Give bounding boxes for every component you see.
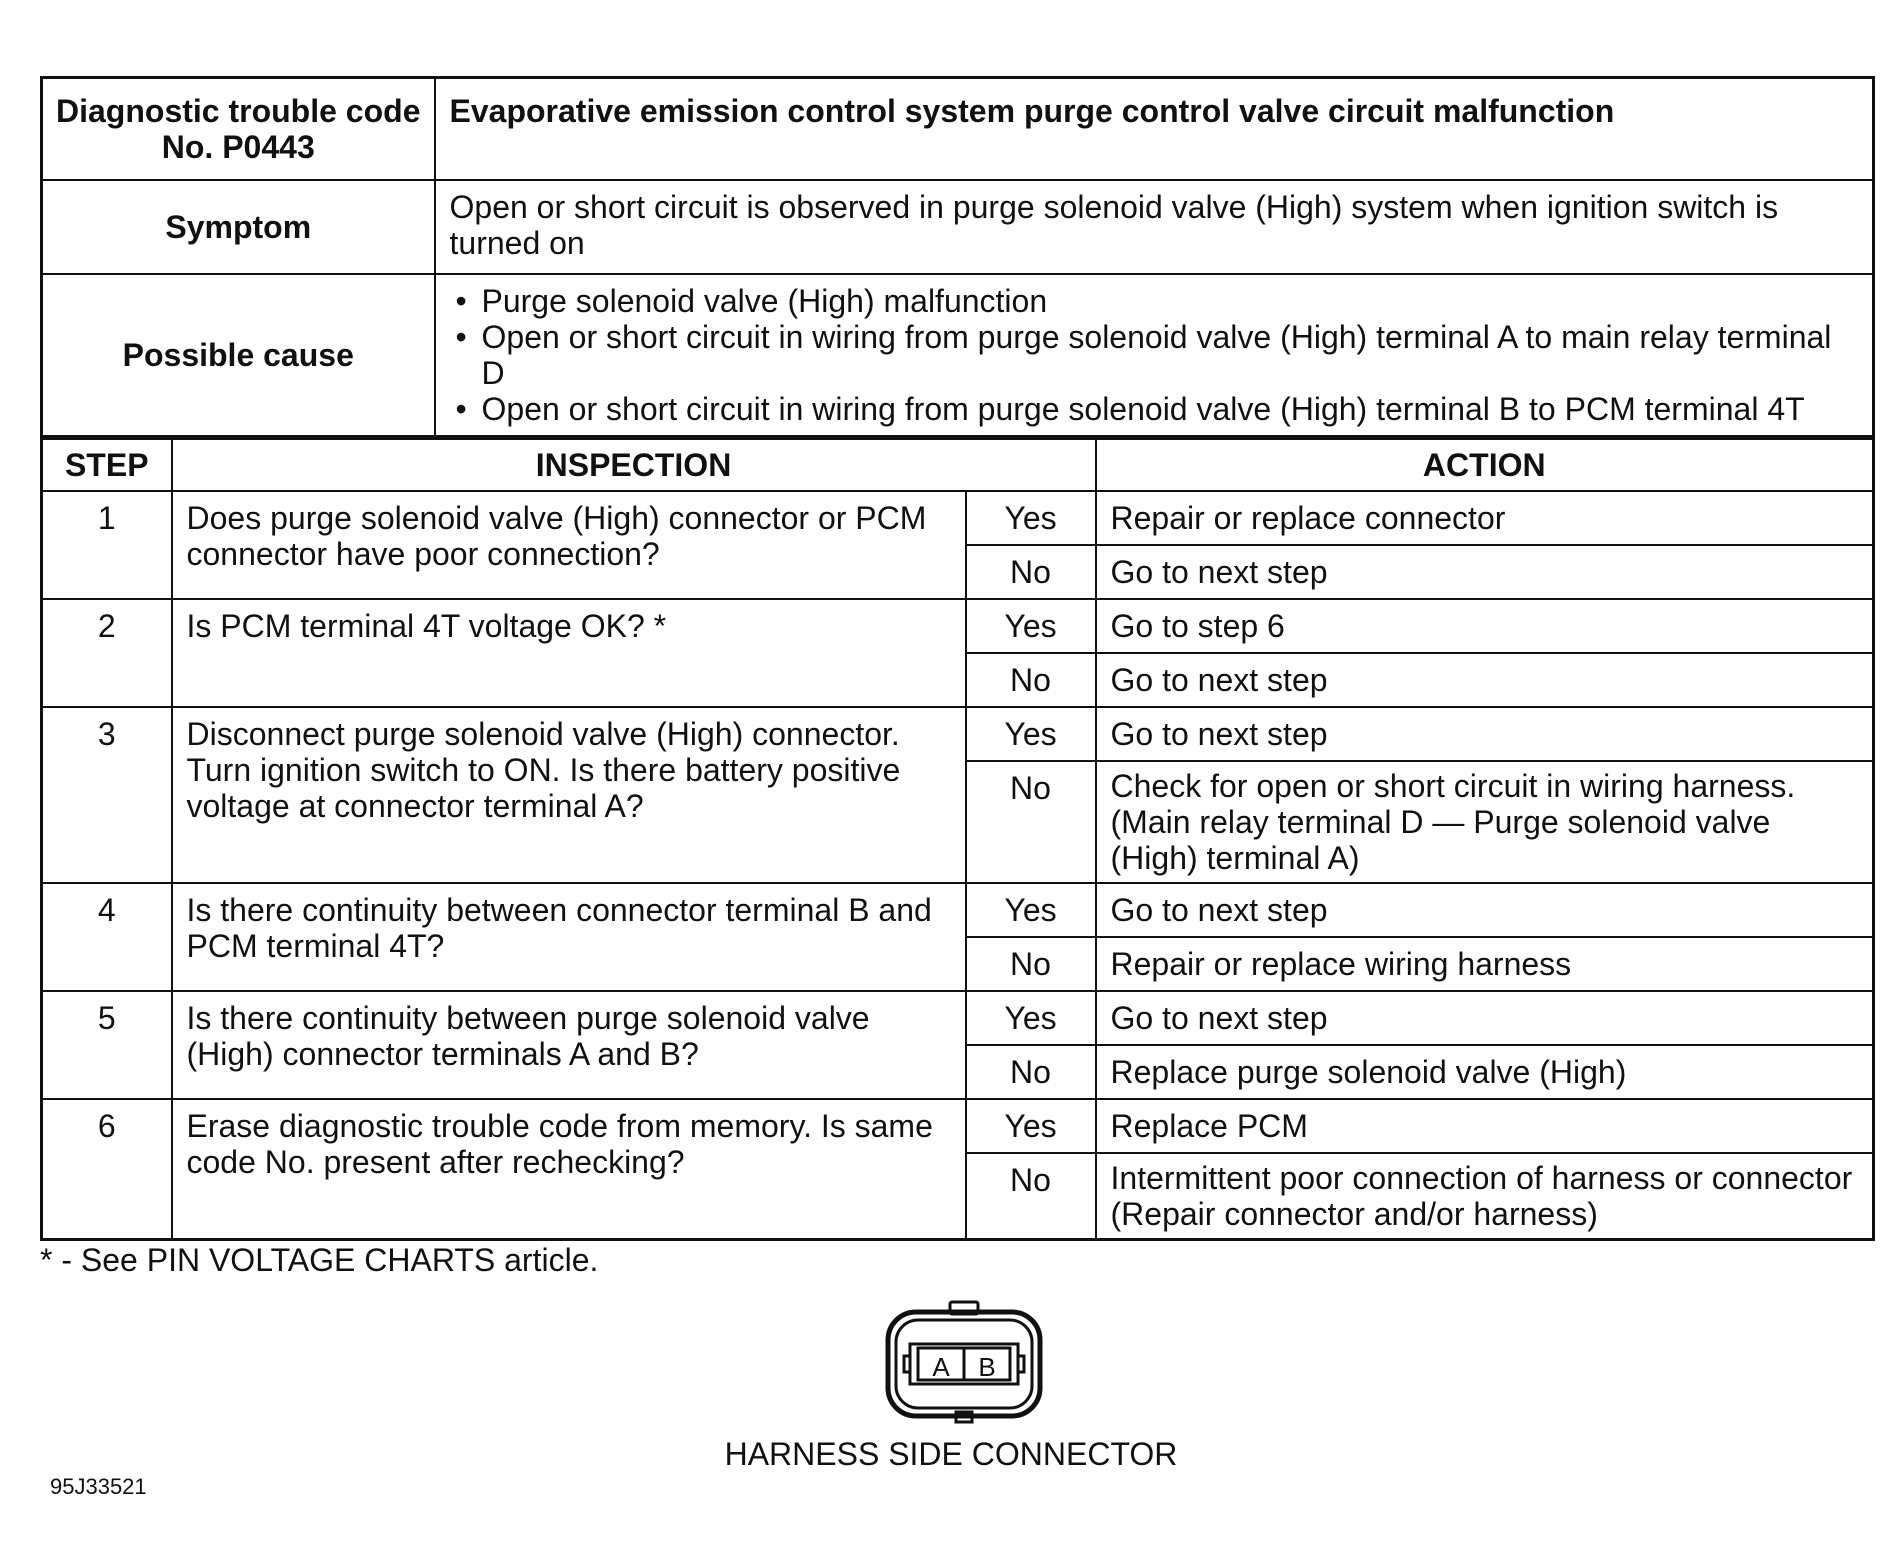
- step-number: 5: [42, 991, 172, 1099]
- step-row: [42, 991, 1874, 1045]
- pin-a-label: A: [932, 1352, 950, 1382]
- step-number: 6: [42, 1099, 172, 1240]
- inspection-column-header: INSPECTION: [172, 439, 1096, 491]
- dtc-title: Evaporative emission control system purge control valve circuit malfunction: [435, 78, 1874, 181]
- yes-label: Yes: [966, 883, 1096, 937]
- dtc-row: [42, 78, 1874, 181]
- yes-label: Yes: [966, 491, 1096, 545]
- no-action: Go to next step: [1096, 653, 1874, 707]
- step-row: [42, 599, 1874, 653]
- footnote: * - See PIN VOLTAGE CHARTS article.: [40, 1242, 599, 1278]
- step-row: [42, 707, 1874, 761]
- no-label: No: [966, 761, 1096, 883]
- column-header-row: [42, 439, 1874, 491]
- step-row: [42, 491, 1874, 545]
- dtc-header-table: [40, 76, 1875, 438]
- step-number: 3: [42, 707, 172, 883]
- cause-row: [42, 274, 1874, 437]
- step-inspection: Disconnect purge solenoid valve (High) connector. Turn ignition switch to ON. Is there battery positive voltage at connector terminal A?: [172, 707, 966, 883]
- yes-action: Go to next step: [1096, 707, 1874, 761]
- figure-id: 95J33521: [50, 1474, 147, 1499]
- step-row: [42, 1099, 1874, 1153]
- no-label: No: [966, 937, 1096, 991]
- connector-body: [888, 1302, 1040, 1422]
- symptom-text: Open or short circuit is observed in purge solenoid valve (High) system when ignition switch is turned on: [435, 180, 1874, 274]
- yes-action: Replace PCM: [1096, 1099, 1874, 1153]
- step-column-header: STEP: [42, 439, 172, 491]
- yes-action: Repair or replace connector: [1096, 491, 1874, 545]
- no-label: No: [966, 545, 1096, 599]
- yes-action: Go to next step: [1096, 991, 1874, 1045]
- no-action: Replace purge solenoid valve (High): [1096, 1045, 1874, 1099]
- cause-item: • Purge solenoid valve (High) malfunction: [450, 283, 1859, 319]
- no-label: No: [966, 1153, 1096, 1240]
- cause-list-cell: [435, 274, 1874, 437]
- step-inspection: Erase diagnostic trouble code from memory. Is same code No. present after rechecking?: [172, 1099, 966, 1240]
- no-label: No: [966, 653, 1096, 707]
- yes-label: Yes: [966, 1099, 1096, 1153]
- connector-caption: HARNESS SIDE CONNECTOR: [724, 1436, 1178, 1472]
- harness-connector-diagram: [884, 1300, 1044, 1426]
- cause-list: [450, 283, 1859, 427]
- no-action: Repair or replace wiring harness: [1096, 937, 1874, 991]
- step-number: 1: [42, 491, 172, 599]
- no-label: No: [966, 1045, 1096, 1099]
- pin-b-label: B: [978, 1352, 996, 1382]
- no-action: Go to next step: [1096, 545, 1874, 599]
- yes-label: Yes: [966, 991, 1096, 1045]
- diagnostic-document: [40, 76, 1875, 1241]
- step-number: 2: [42, 599, 172, 707]
- yes-action: Go to step 6: [1096, 599, 1874, 653]
- action-column-header: ACTION: [1096, 439, 1874, 491]
- step-inspection: Is PCM terminal 4T voltage OK? *: [172, 599, 966, 707]
- no-action: Intermittent poor connection of harness or connector (Repair connector and/or harness): [1096, 1153, 1874, 1240]
- step-inspection: Is there continuity between connector terminal B and PCM terminal 4T?: [172, 883, 966, 991]
- symptom-label: Symptom: [42, 180, 435, 274]
- yes-label: Yes: [966, 599, 1096, 653]
- yes-label: Yes: [966, 707, 1096, 761]
- no-action: Check for open or short circuit in wiring harness. (Main relay terminal D — Purge solenoid valve (High) terminal A): [1096, 761, 1874, 883]
- cause-item: • Open or short circuit in wiring from purge solenoid valve (High) terminal A to main relay terminal D: [450, 319, 1859, 391]
- step-row: [42, 883, 1874, 937]
- step-inspection: Is there continuity between purge solenoid valve (High) connector terminals A and B?: [172, 991, 966, 1099]
- step-inspection: Does purge solenoid valve (High) connector or PCM connector have poor connection?: [172, 491, 966, 599]
- cause-label: Possible cause: [42, 274, 435, 437]
- step-number: 4: [42, 883, 172, 991]
- dtc-label: Diagnostic trouble code No. P0443: [42, 78, 435, 181]
- yes-action: Go to next step: [1096, 883, 1874, 937]
- steps-table: [40, 438, 1875, 1241]
- symptom-row: [42, 180, 1874, 274]
- cause-item: • Open or short circuit in wiring from purge solenoid valve (High) terminal B to PCM terminal 4T: [450, 391, 1859, 427]
